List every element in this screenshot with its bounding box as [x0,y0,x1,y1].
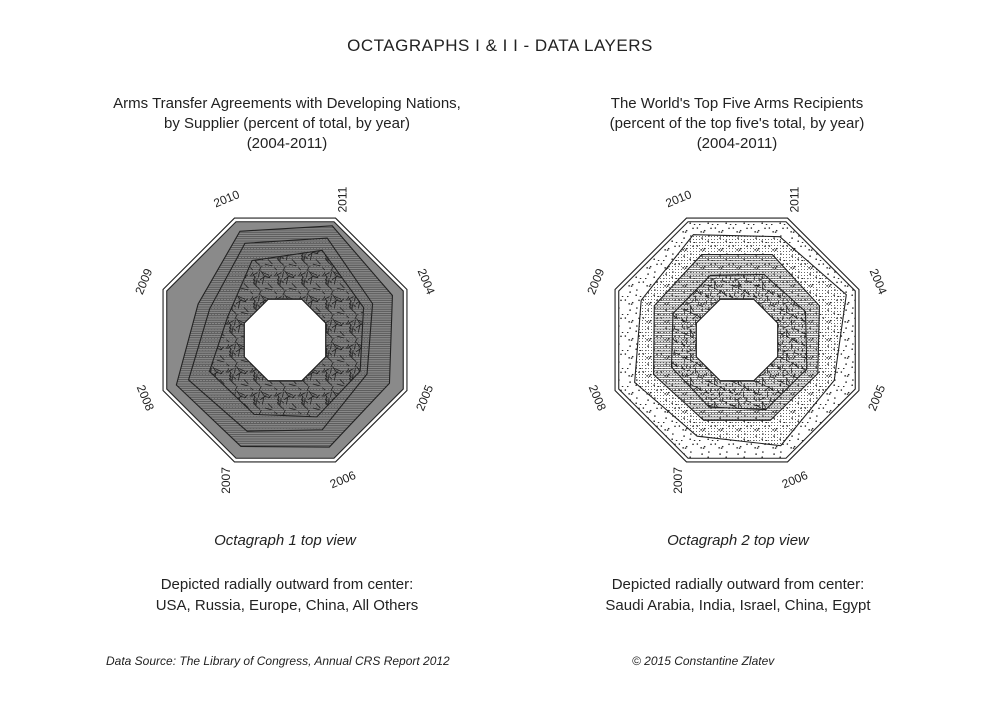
octagraph-1 [85,170,485,520]
year-label-2007: 2007 [671,467,686,494]
chart-1-caption: Octagraph 1 top view [214,532,356,549]
octagraph-2 [537,170,937,520]
year-label-2005: 2005 [865,382,889,413]
year-label-2006: 2006 [327,468,358,492]
year-label-2004: 2004 [414,266,438,297]
year-label-2011: 2011 [335,186,350,213]
year-label-2008: 2008 [585,382,609,413]
chart-2-layer-order [558,574,918,616]
chart-1-layer-order-heading: Depicted radially outward from center: [160,576,414,593]
year-label-2009: 2009 [584,266,608,297]
chart-2-title [527,94,947,154]
year-label-2011: 2011 [787,186,802,213]
chart-1-title-line-3: (2004-2011) [246,135,328,152]
page-title: OCTAGRAPHS I & I I - DATA LAYERS [347,36,653,55]
year-label-2008: 2008 [133,382,157,413]
year-label-2006: 2006 [779,468,810,492]
data-source-note: Data Source: The Library of Congress, Annual CRS Report 2012 [106,654,450,668]
chart-2-title-line-2: (percent of the top five's total, by year) [609,115,865,132]
chart-1-layer-order [107,574,467,616]
chart-2-title-line-3: (2004-2011) [696,135,778,152]
chart-1-title [77,94,497,154]
year-label-2005: 2005 [413,382,437,413]
copyright-note: © 2015 Constantine Zlatev [632,654,775,668]
chart-2-caption: Octagraph 2 top view [667,532,809,549]
chart-2-layer-order-heading: Depicted radially outward from center: [611,576,865,593]
octagraph-center [696,299,777,380]
chart-2-title-line-1: The World's Top Five Arms Recipients [610,95,864,112]
chart-1-layer-order-list: USA, Russia, Europe, China, All Others [155,597,419,614]
year-label-2009: 2009 [132,266,156,297]
chart-1-title-line-2: by Supplier (percent of total, by year) [164,115,410,132]
octagraph-center [244,299,325,380]
year-label-2007: 2007 [219,467,234,494]
year-label-2010: 2010 [211,187,242,211]
chart-2-layer-order-list: Saudi Arabia, India, Israel, China, Egypt [605,597,871,614]
year-label-2004: 2004 [866,266,890,297]
year-label-2010: 2010 [663,187,694,211]
chart-1-title-line-1: Arms Transfer Agreements with Developing Nations, [113,95,461,112]
